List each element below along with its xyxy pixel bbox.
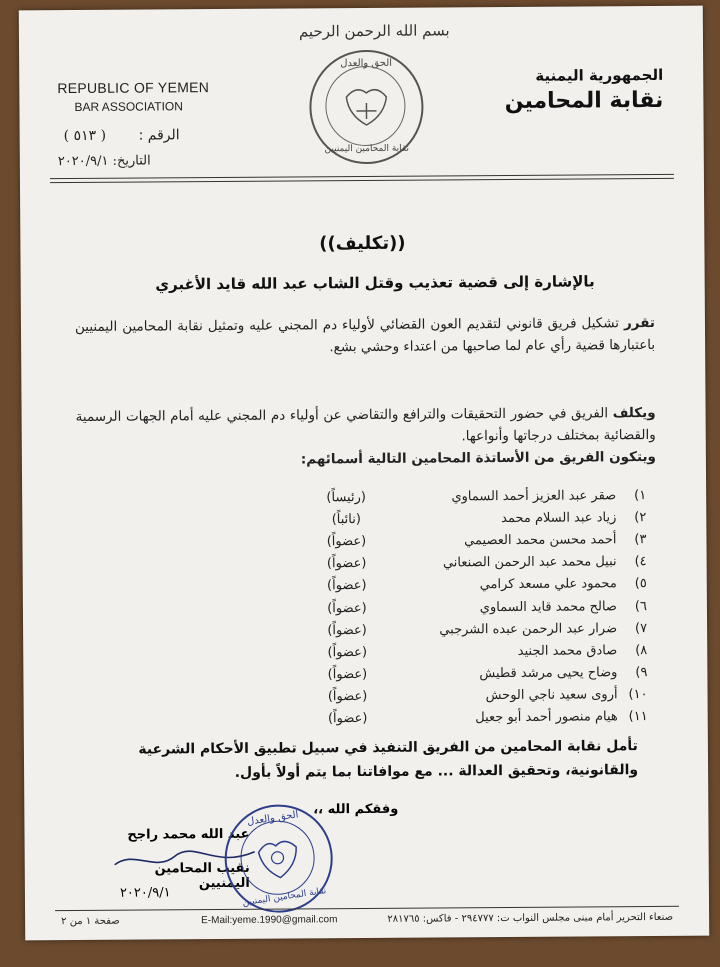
org-subname-en: BAR ASSOCIATION [74,99,183,115]
footer [61,911,674,928]
scales-icon [326,67,405,146]
member-name: صادق محمد الجنيد [517,643,618,659]
member-role: (عضواً) [326,556,367,572]
stamp-emblem-icon [237,817,319,899]
document-title: ((تكليف)) [319,232,406,255]
seal-inner-ring [325,66,406,147]
member-name: ضرار عبد الرحمن عبده الشرجبي [439,620,618,638]
paragraph-lead: ويكلف [612,404,656,422]
signature-date: ٢٠٢٠/٩/١ [119,885,171,901]
regards: وفقكم الله ،، [313,801,399,818]
paragraph-assignment [76,402,656,450]
page-number: صفحة ١ من ٢ [61,915,120,928]
footer-divider [55,906,679,911]
member-index: ٩) [635,665,648,681]
member-role: (عضواً) [326,533,367,550]
member-role: (عضواً) [327,689,368,705]
member-role: (نائباً) [331,511,361,528]
org-name-en: REPUBLIC OF YEMEN [57,79,210,97]
members-list [66,484,648,732]
header-divider-thin [50,178,674,183]
member-role: (عضواً) [327,622,367,638]
member-name: أحمد محسن محمد العصيمي [464,532,617,549]
reference-value: ( ٥١٣ ) [63,127,107,145]
member-name: محمود علي مسعد كرامي [479,576,617,593]
document-date: التاريخ: ٢٠٢٠/٩/١ [57,153,151,170]
member-index: ١٠) [628,687,648,703]
paragraph-decision [75,312,655,360]
member-name: صالح محمد قايد السماوي [479,598,617,615]
bismillah: بسم الله الرحمن الرحيم [298,21,450,41]
member-index: ٧) [634,620,648,636]
member-index: ٦) [634,598,647,614]
member-name: هيام منصور أحمد أبو جعيل [475,709,618,726]
reference-label: الرقم : [138,127,180,144]
member-name: نبيل محمد عبد الرحمن الصنعاني [442,554,617,571]
member-index: ٥) [634,576,647,592]
member-index: ١) [634,487,647,503]
paragraph-team-intro: ويتكون الفريق من الأساتذة المحامين التالية أسمائهم: [300,448,656,468]
closing-paragraph: تأمل نقابة المحامين من الفريق التنفيذ في سبيل تطبيق الأحكام الشرعية والقانونية، وتحقيق العدالة ... مع موافاتنا بما يتم أولاً بأول. [138,738,639,781]
member-index: ٤) [634,554,647,570]
stamp-inner-ring [236,816,320,900]
member-index: ٨) [635,642,648,659]
stamp-motto: الحق والعدل [246,809,300,828]
paragraph-text: تشكيل فريق قانوني لتقديم العون القضائي لأولياء دم المجني عليه وتمثيل نقابة المحامين اليمنيين باعتبارها قضية رأي عام لما صاحبها من اعتداء وحشي بشع. [74,315,656,356]
member-index: ١١) [628,709,648,725]
member-role: (عضواً) [327,644,368,661]
document-page [19,6,709,941]
member-role: (عضواً) [327,667,368,683]
seal-org-name: نقابة المحامين اليمنيين [324,143,409,155]
member-index: ٢) [634,509,647,525]
member-name: وضاح يحيى مرشد قطيش [479,665,618,682]
signer-title: نقيب المحامين اليمنيين [154,860,250,892]
stamp-org-name: نقابة المحامين اليمنيين [241,886,327,909]
paragraph-lead: تقرر [623,314,656,332]
member-role: (رئيساً) [326,489,366,505]
member-role: (عضواً) [327,711,368,727]
member-index: ٣) [634,531,647,548]
member-row [68,706,648,732]
association-seal [309,50,424,165]
official-stamp [217,797,340,920]
signer-name: عبد الله محمد راجح [127,826,250,843]
paragraph-text: الفريق في حضور التحقيقات والترافع والتقاضي عن أولياء دم المجني عليه أمام الجهات الرسمية والقضائية بمختلف درجاتها وأنواعها. [75,405,656,445]
footer-email: E-Mail:yeme.1990@gmail.com [201,914,338,927]
member-name: زياد عبد السلام محمد [501,510,617,526]
member-name: أروى سعيد ناجي الوحش [485,687,618,704]
document-subject: بالإشارة إلى قضية تعذيب وقتل الشاب عبد الله قايد الأغبري [155,272,595,294]
member-role: (عضواً) [327,600,367,616]
member-role: (عضواً) [326,578,367,594]
seal-motto: الحق والعدل [340,57,393,70]
member-name: صقر عبد العزيز أحمد السماوي [451,487,617,504]
org-name-ar: الجمهورية اليمنية [535,65,664,85]
reference-number [60,127,180,144]
footer-address: صنعاء التحرير أمام مبنى مجلس النواب ت: ٢٩٤٧٧٧ - فاكس: ٢٨١٧٦٥ [387,911,674,925]
org-subname-ar: نقابة المحامين [504,87,664,115]
